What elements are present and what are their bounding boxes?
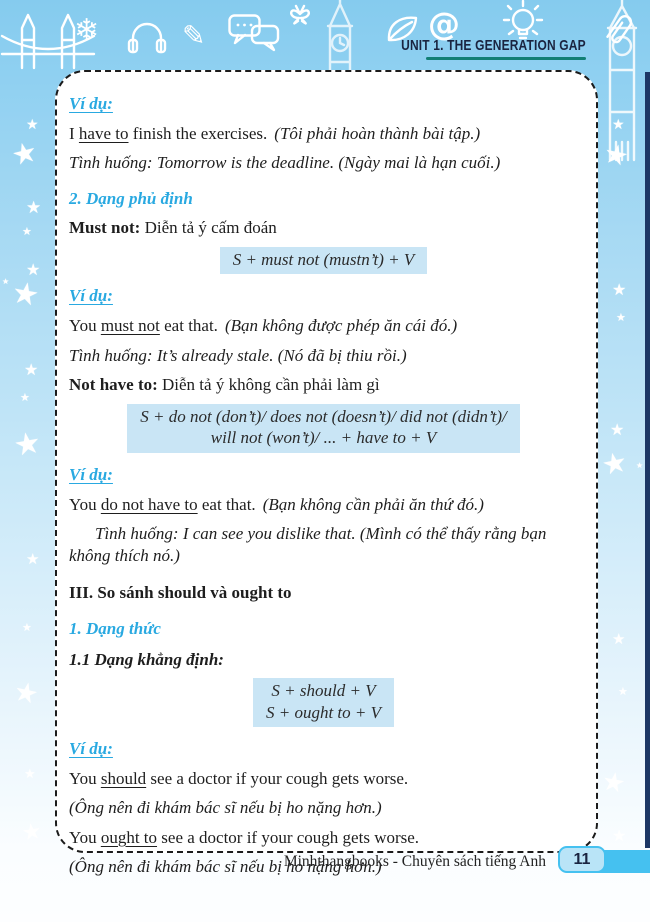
star-icon: ★	[612, 117, 625, 133]
example-label: Ví dụ:	[69, 286, 113, 306]
vietnamese-translation: (Bạn không cần phải ăn thứ đó.)	[262, 494, 484, 514]
star-icon: ★	[612, 826, 627, 845]
grammar-term-desc: Diễn tả ý không cần phải làm gì	[157, 375, 380, 395]
example-sentence	[69, 123, 578, 145]
star-icon: ★	[24, 360, 39, 379]
sentence-text: You	[69, 768, 101, 788]
sentence-text: You	[69, 316, 101, 336]
star-icon: ★	[636, 461, 644, 470]
star-icon: ★	[9, 274, 42, 315]
heading-affirmative: 1.1 Dạng khẳng định:	[69, 650, 224, 670]
situation-line: Tình huống: It’s already stale. (Nó đã bị thiu rồi.)	[69, 345, 407, 365]
star-icon: ★	[24, 767, 36, 782]
pencil-icon: ✎	[182, 19, 206, 52]
star-icon: ★	[616, 311, 626, 324]
page-number-badge: 11	[558, 846, 606, 873]
example-sentence	[69, 768, 578, 790]
publisher-credit: Minhthangbooks - Chuyên sách tiếng Anh	[283, 853, 546, 870]
star-icon: ★	[599, 766, 628, 800]
heading-negative-form: 2. Dạng phủ định	[69, 188, 193, 208]
formula-line: will not (won’t)/ ... + have to + V	[210, 428, 437, 448]
butterfly-icon	[286, 2, 314, 26]
star-icon: ★	[26, 198, 42, 218]
star-icon: ★	[20, 391, 30, 404]
star-icon: ★	[26, 260, 41, 279]
star-icon: ★	[598, 444, 631, 483]
star-icon: ★	[22, 621, 32, 634]
grammar-term-desc: Diễn tả ý cấm đoán	[140, 218, 277, 238]
underlined-phrase: should	[100, 768, 147, 788]
example-label: Ví dụ:	[69, 464, 113, 484]
chat-bubbles-icon	[228, 14, 280, 52]
star-icon: ★	[11, 424, 44, 465]
vietnamese-translation: (Bạn không được phép ăn cái đó.)	[224, 316, 458, 336]
sentence-text: You	[69, 827, 101, 847]
underlined-phrase: must not	[100, 316, 160, 336]
grammar-term: Not have to:	[69, 375, 158, 395]
situation-line: Tình huống: I can see you dislike that. (Mình có thể thấy rằng bạn không thích nó.)	[69, 524, 547, 565]
example-sentence	[69, 494, 578, 516]
star-icon: ★	[618, 685, 628, 698]
grammar-term-line	[69, 374, 578, 396]
formula-box-not-have-to	[127, 404, 520, 453]
star-icon: ★	[11, 675, 42, 712]
star-icon: ★	[601, 137, 632, 174]
example-label: Ví dụ:	[69, 739, 113, 759]
vietnamese-translation-line: (Ông nên đi khám bác sĩ nếu bị ho nặng hơn.)	[69, 798, 382, 818]
star-icon: ★	[8, 134, 41, 173]
heading-form: 1. Dạng thức	[69, 618, 161, 638]
page-edge-strip	[645, 72, 650, 848]
example-sentence	[69, 827, 578, 849]
headphones-icon	[128, 22, 166, 54]
grammar-term-line	[69, 217, 578, 239]
star-icon: ★	[26, 117, 39, 133]
at-sign-icon: @	[428, 5, 460, 43]
sentence-text: see a doctor if your cough gets worse.	[157, 827, 420, 847]
formula-box-should	[253, 678, 394, 727]
example-label: Ví dụ:	[69, 94, 113, 113]
unit-title: UNIT 1. THE GENERATION GAP	[401, 37, 586, 54]
formula-line: S + do not (don’t)/ does not (doesn’t)/ did not (didn’t)/	[140, 406, 507, 426]
sentence-text: eat that.	[159, 316, 218, 336]
underlined-phrase: do not have to	[100, 494, 198, 514]
unit-title-underline	[426, 57, 586, 60]
star-icon: ★	[610, 420, 625, 439]
formula-line: S + must not (mustn’t) + V	[232, 249, 415, 269]
sentence-text: You	[69, 494, 101, 514]
formula-line: S + should + V	[271, 680, 376, 700]
formula-box-must-not	[220, 247, 428, 275]
star-icon: ★	[612, 280, 627, 299]
vietnamese-translation-line: (Ông nên đi khám bác sĩ nếu bị ho nặng hơn.)	[69, 857, 382, 877]
snowflake-icon: ❄	[74, 13, 100, 48]
heading-section-3: III. So sánh should và ought to	[69, 583, 292, 603]
star-icon: ★	[20, 818, 44, 847]
star-icon: ★	[612, 630, 626, 648]
sentence-text: eat that.	[197, 494, 256, 514]
example-sentence	[69, 315, 578, 337]
sentence-text: finish the exercises.	[128, 123, 268, 143]
sentence-text: I	[69, 123, 79, 143]
sentence-text: see a doctor if your cough gets worse.	[146, 768, 409, 788]
grammar-term: Must not:	[69, 218, 141, 238]
formula-line: S + ought to + V	[265, 702, 382, 722]
vietnamese-translation: (Tôi phải hoàn thành bài tập.)	[274, 123, 481, 143]
underlined-phrase: have to	[78, 123, 129, 143]
star-icon: ★	[26, 550, 40, 568]
star-icon: ★	[22, 225, 32, 238]
star-icon: ★	[2, 277, 10, 286]
situation-line: Tình huống: Tomorrow is the deadline. (Ngày mai là hạn cuối.)	[69, 153, 501, 173]
underlined-phrase: ought to	[100, 827, 158, 847]
